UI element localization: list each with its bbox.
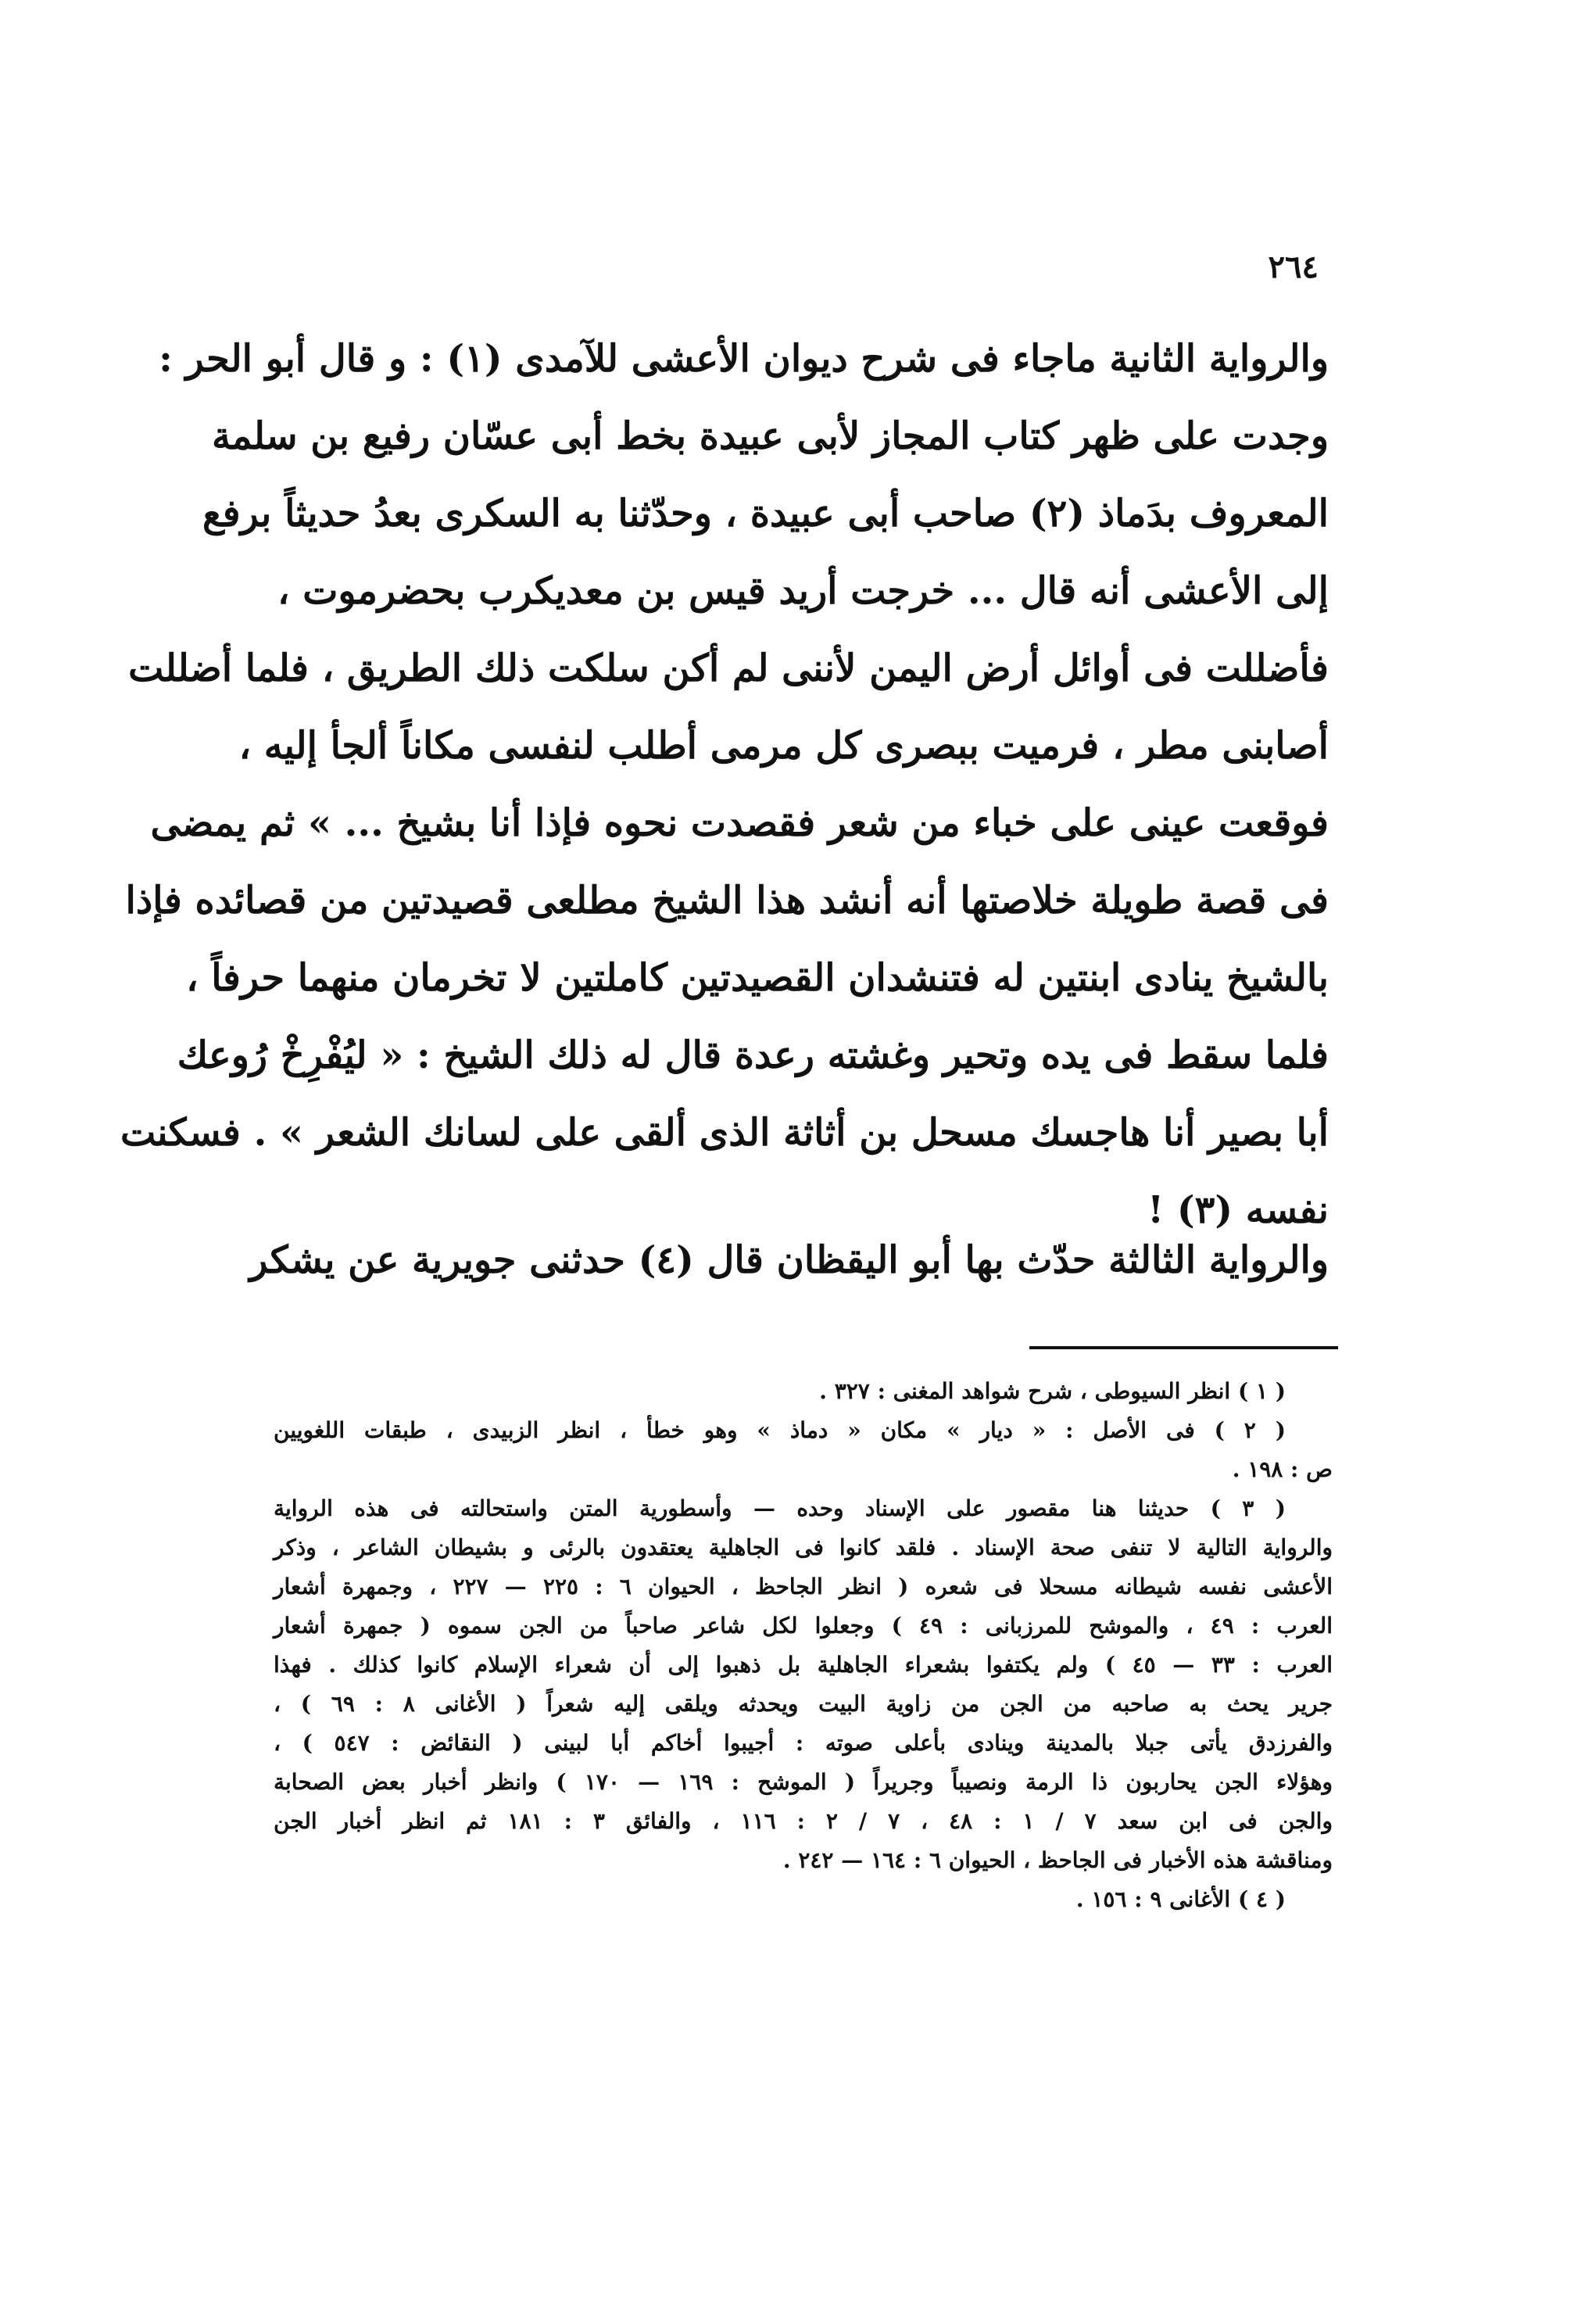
main-text-line: أبا بصير أنا هاجسك مسحل بن أثاثة الذى ألقى على لسانك الشعر » . فسكنت: [120, 1111, 1329, 1155]
main-text-block: [120, 321, 1329, 1249]
footnote-line: والفرزدق يأتى جبلا بالمدينة وينادى بأعلى صوته : أجيبوا أخاكم أبا لبينى ( النقائض : ٥٤٧ ) ،: [274, 1730, 1333, 1756]
footnote-line: ( ٣ ) حديثنا هنا مقصور على الإسناد وحده — وأسطورية المتن واستحالته فى هذه الرواية: [274, 1495, 1286, 1521]
footnote-line: والرواية التالية لا تنفى صحة الإسناد . فلقد كانوا فى الجاهلية يعتقدون بالرئى و بشيطان الشاعر ، وذكر: [274, 1535, 1333, 1560]
footnote-line: العرب : ٣٣ — ٤٥ ) ولم يكتفوا بشعراء الجاهلية بل ذهبوا إلى أن شعراء الإسلام كانوا كذلك . فهذا: [274, 1652, 1333, 1678]
footnote-line: العرب : ٤٩ ، والموشح للمرزبانى : ٤٩ ) وجعلوا لكل شاعر صاحباً من الجن سموه ( جمهرة أشعار: [274, 1613, 1333, 1639]
main-text-line: إلى الأعشى أنه قال ... خرجت أريد قيس بن معديكرب بحضرموت ،: [277, 569, 1329, 613]
footnote-line: ( ٤ ) الأغانى ٩ : ١٥٦ .: [1075, 1886, 1286, 1912]
main-text-line: فى قصة طويلة خلاصتها أنه أنشد هذا الشيخ مطلعى قصيدتين من قصائده فإذا: [125, 879, 1329, 922]
footnote-line: والجن فى ابن سعد ٧ / ١ : ٤٨ ، ٧ / ٢ : ١١٦ ، والفائق ٣ : ١٨١ ثم انظر أخبار الجن: [274, 1808, 1333, 1834]
footnote-line: جرير يحث به صاحبه من الجن من زاوية البيت ويحدثه ويلقى إليه شعراً ( الأغانى ٨ : ٦٩ ) ،: [274, 1691, 1333, 1717]
footnote-divider: [1029, 1346, 1338, 1349]
main-text-line: بالشيخ ينادى ابنتين له فتنشدان القصيدتين كاملتين لا تخرمان منهما حرفاً ،: [186, 956, 1329, 1000]
footnotes-block: [274, 1372, 1333, 1919]
main-text-line: نفسه (٣) !: [1147, 1188, 1329, 1232]
main-text-line: وجدت على ظهر كتاب المجاز لأبى عبيدة بخط أبى عسّان رفيع بن سلمة: [211, 414, 1329, 458]
footnote-line: ( ٢ ) فى الأصل : « ديار » مكان « دماذ » وهو خطأ ، انظر الزبيدى ، طبقات اللغويين: [274, 1417, 1286, 1443]
footnote-line: ومناقشة هذه الأخبار فى الجاحظ ، الحيوان ٦ : ١٦٤ — ٢٤٢ .: [782, 1847, 1333, 1873]
footnote-line: ص : ١٩٨ .: [1232, 1456, 1333, 1482]
main-text-line: والرواية الثانية ماجاء فى شرح ديوان الأعشى للآمدى (١) : و قال أبو الحر :: [159, 337, 1329, 381]
footnote-line: وهؤلاء الجن يحاربون ذا الرمة ونصيباً وجريراً ( الموشح : ١٦٩ — ١٧٠ ) وانظر أخبار بعض الصحابة: [274, 1769, 1333, 1795]
footnote-line: ( ١ ) انظر السيوطى ، شرح شواهد المغنى : ٣٢٧ .: [819, 1378, 1286, 1404]
main-text-line: فلما سقط فى يده وتحير وغشته رعدة قال له ذلك الشيخ : « ليُفْرِخْ رُوعك: [177, 1033, 1329, 1077]
main-text-line: فوقعت عينى على خباء من شعر فقصدت نحوه فإذا أنا بشيخ ... » ثم يمضى: [150, 801, 1329, 845]
main-text-line: أصابنى مطر ، فرميت ببصرى كل مرمى أطلب لنفسى مكاناً ألجأ إليه ،: [238, 724, 1329, 768]
footnote-line: الأعشى نفسه شيطانه مسحلا فى شعره ( انظر الجاحظ ، الحيوان ٦ : ٢٢٥ — ٢٢٧ ، وجمهرة أشعار: [274, 1574, 1333, 1599]
page-number: ٢٦٤: [1268, 249, 1319, 285]
main-text-line: المعروف بدَماذ (٢) صاحب أبى عبيدة ، وحدّثنا به السكرى بعدُ حديثاً برفع: [202, 492, 1329, 535]
main-text-line: فأضللت فى أوائل أرض اليمن لأننى لم أكن سلكت ذلك الطريق ، فلما أضللت: [128, 646, 1329, 690]
continuation-paragraph-line: والرواية الثالثة حدّث بها أبو اليقظان قال (٤) حدثنى جويرية عن يشكر: [249, 1238, 1329, 1282]
